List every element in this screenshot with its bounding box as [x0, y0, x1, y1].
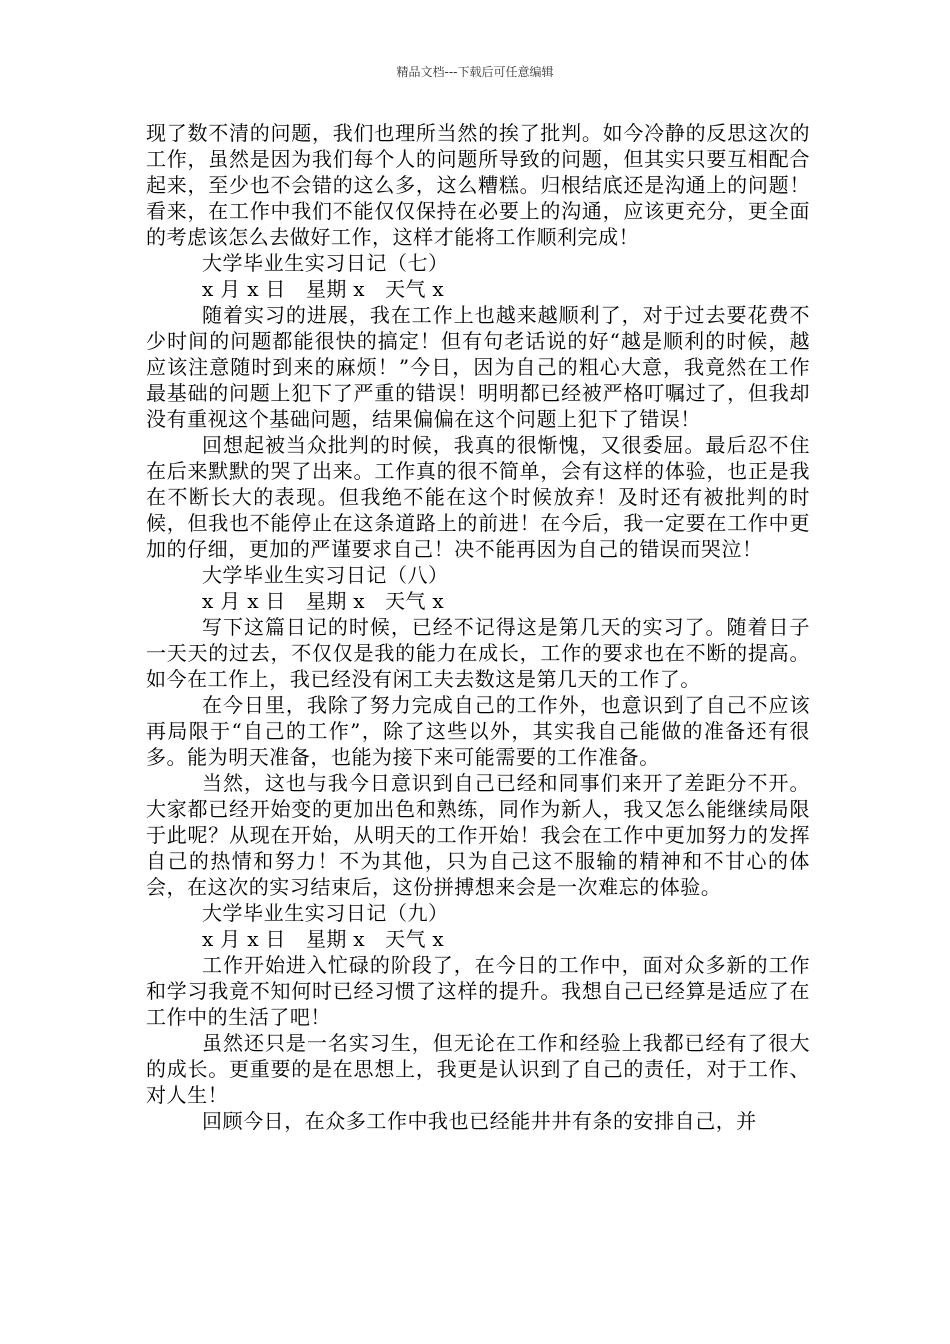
diary-heading-8: 大学毕业生实习日记（八） — [202, 563, 449, 587]
paragraph-continued: 现了数不清的问题，我们也理所当然的挨了批判。如今冷静的反思这次的工作，虽然是因为我们每个人的问题所导致的问题，但其实只要互相配合起来，至少也不会错的这么多，这么糟糕。归根结底还是沟通上的问题！看来，在工作中我们不能仅仅保持在必要上的沟通，应该更充分，更全面的考虑该怎么去做好工作，这样才能将工作顺利完成！ — [146, 121, 810, 249]
paragraph: 写下这篇日记的时候，已经不记得这是第几天的实习了。随着日子一天天的过去，不仅仅是我的能力在成长，工作的要求也在不断的提高。如今在工作上，我已经没有闲工夫去数这是第几天的工作了。 — [146, 615, 810, 691]
paragraph: 在今日里，我除了努力完成自己的工作外，也意识到了自己不应该再局限于“自己的工作”，除了这些以外，其实我自己能做的准备还有很多。能为明天准备，也能为接下来可能需要的工作准备。 — [146, 693, 810, 769]
page-header: 精品文档---下载后可任意编辑 — [396, 65, 554, 79]
paragraph: 回顾今日，在众多工作中我也已经能井井有条的安排自己，并 — [202, 1109, 757, 1133]
diary-heading-7: 大学毕业生实习日记（七） — [202, 251, 449, 275]
paragraph: 当然，这也与我今日意识到自己已经和同事们来开了差距分不开。大家都已经开始变的更加出色和熟练，同作为新人，我又怎么能继续局限于此呢？从现在开始，从明天的工作开始！我会在工作中更加努力的发挥自己的热情和努力！不为其他，只为自己这不服输的精神和不甘心的体会，在这次的实习结束后，这份拼搏想来会是一次难忘的体验。 — [146, 771, 810, 899]
diary-heading-9: 大学毕业生实习日记（九） — [202, 901, 449, 925]
document-body — [146, 120, 810, 1134]
paragraph: 回想起被当众批判的时候，我真的很惭愧，又很委屈。最后忍不住在后来默默的哭了出来。工作真的很不简单，会有这样的体验，也正是我在不断长大的表现。但我绝不能在这个时候放弃！及时还有被批判的时候，但我也不能停止在这条道路上的前进！在今后，我一定要在工作中更加的仔细，更加的严谨要求自己！决不能再因为自己的错误而哭泣！ — [146, 433, 810, 561]
paragraph: 随着实习的进展，我在工作上也越来越顺利了，对于过去要花费不少时间的问题都能很快的搞定！但有句老话说的好“越是顺利的时候，越应该注意随时到来的麻烦！”今日，因为自己的粗心大意，我竟然在工作最基础的问题上犯下了严重的错误！明明都已经被严格叮嘱过了，但我却没有重视这个基础问题，结果偏偏在这个问题上犯下了错误！ — [146, 303, 810, 431]
paragraph: 工作开始进入忙碌的阶段了，在今日的工作中，面对众多新的工作和学习我竟不知何时已经习惯了这样的提升。我想自己已经算是适应了在工作中的生活了吧！ — [146, 953, 810, 1029]
date-line-8: x 月 x 日 星期 x 天气 x — [202, 589, 445, 613]
date-line-7: x 月 x 日 星期 x 天气 x — [202, 277, 445, 301]
date-line-9: x 月 x 日 星期 x 天气 x — [202, 927, 445, 951]
paragraph: 虽然还只是一名实习生，但无论在工作和经验上我都已经有了很大的成长。更重要的是在思想上，我更是认识到了自己的责任，对于工作、对人生！ — [146, 1031, 810, 1107]
